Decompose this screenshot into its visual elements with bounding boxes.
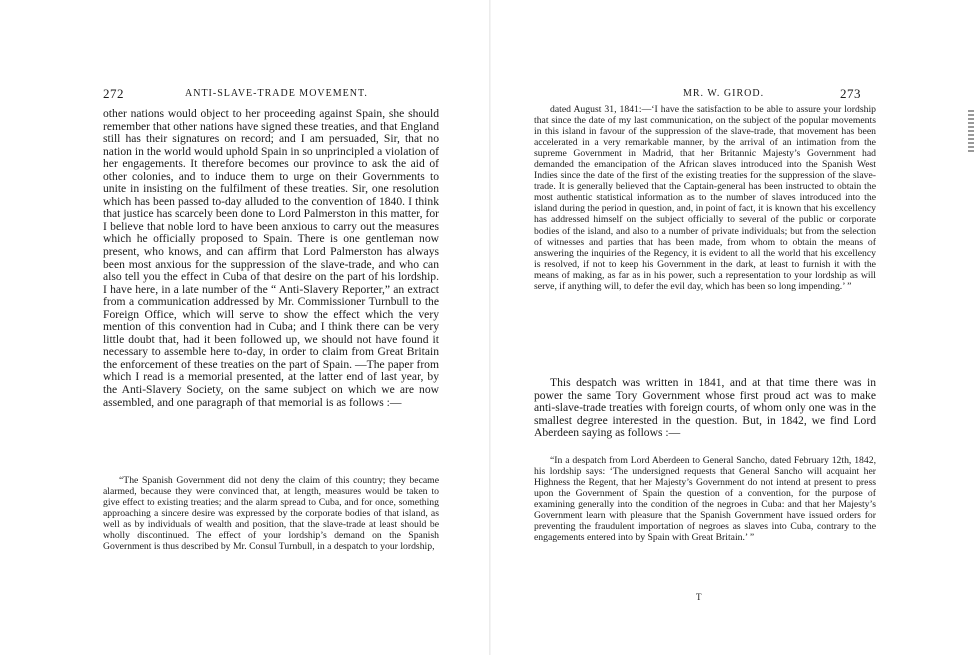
left-body-text: other nations would object to her proceeding against Spain, she should remember that other nations have signed these treaties, and that England still has their signatures on record; and I am persuaded, Sir, that no nation in the world would uphold Spain in so unprincipled a violation of her engagements. It therefore becomes our province to ask the aid of other colonies, and to induce them to urge on their Governments to unite in insisting on the fulfilment of these treaties. Sir, one resolution which has been passed to-day alluded to the convention of 1840. I think that justice has scarcely been done to Lord Palmerston in this matter, for I believe that noble lord to have been anxious to carry out the measures which he officially proposed to Spain. There is one gentleman now present, who knows, and can affirm that Lord Palmerston has always been most anxious for the suppression of the slave-trade, and who can also tell you the effect in Cuba of that desire on the part of his lordship. I have here, in a late number of the “ Anti-Slavery Reporter,” an extract from a communication addressed by Mr. Commissioner Turnbull to the Foreign Office, which will serve to show the effect which the very mention of this convention had in Cuba; and I think there can be very little doubt that, had it been followed up, we should not have found it necessary to assemble here to-day, in order to claim from Great Britain the enforcement of these treaties on the part of Spain. —The paper from which I read is a memorial presented, at the latter end of last year, by the Anti-Slavery Society, on the same subject on which we are now assembled, and one paragraph of that memorial is as follows :— <box>103 107 439 409</box>
right-body-text: This despatch was written in 1841, and at that time there was in power the same Tory Government whose first proud act was to make anti-slave-trade treaties with foreign courts, of whom only one was in the smallest degree interested in the question. But, in 1842, we find Lord Aberdeen saying as follows :— <box>534 376 876 440</box>
right-quote-text: “In a despatch from Lord Aberdeen to General Sancho, dated February 12th, 1842, his lordship says: ‘The undersigned requests that General Sancho will acquaint her Highness the Regent, that her Majesty’s Government do not intend at present to press upon the Government of Spain the question of a convention, for the purpose of examining generally into the condition of the negroes in Cuba: and that her Majesty’s Government learn with pleasure that the Spanish Government have issued orders for preventing the fraudulent importation of negroes as slaves into Cuba, contrary to the engagements entered into by Spain with Great Britain.’ ” <box>534 455 876 544</box>
right-page-number: 273 <box>840 86 861 101</box>
right-running-head: MR. W. GIROD. <box>683 88 765 99</box>
left-quote-block <box>103 475 439 552</box>
right-body-paragraph <box>534 377 876 440</box>
left-running-head: ANTI-SLAVE-TRADE MOVEMENT. <box>185 88 368 99</box>
page-edge-mark <box>968 110 974 152</box>
left-body-paragraph <box>103 108 439 409</box>
left-quote-text: “The Spanish Government did not deny the claim of this country; they became alarmed, because they were convinced that, at length, measures would be taken to give effect to existing treaties; and the alarm spread to Cuba, and for once, something approaching a sincere desire was expressed by the corporate bodies of that island, as well as by individuals of wealth and position, that the slave-trade at least should be wholly discontinued. The effect of your lordship’s demand on the Spanish Government is thus described by Mr. Consul Turnbull, in a despatch to your lordship, <box>103 475 439 553</box>
signature-mark: T <box>696 592 703 602</box>
right-quote-continued-block <box>534 104 876 292</box>
left-page-number: 272 <box>103 86 124 101</box>
right-quote-continued-text: dated August 31, 1841:—‘I have the satisfaction to be able to assure your lordship that since the date of my last communication, on the subject of the popular movements in this island in favour of the suppression of the slave-trade, that movement has been accelerated in a very remarkable manner, by the arrival of an intimation from the supreme Government in Madrid, that her Britannic Majesty’s Government had demanded the emancipation of the African slaves introduced into the Spanish West Indies since the date of the first of the existing treaties for the suppression of the slave-trade. It is generally believed that the Captain-general has been instructed to obtain the most authentic statistical information as to the number of slaves introduced into the island during the period in question, and, in point of fact, it is known that his excellency has addressed himself on the subject officially to several of the public or corporate bodies of the island, and also to a number of private individuals; but from the selection of witnesses and parties that has been made, from whom to obtain the means of answering the inquiries of the Regency, it is evident to all the world that his excellency is resolved, if not to keep his Government in the dark, at least to furnish it with the means of making, as far as in his power, such a representation to your lordship as will serve, if anything will, to defer the evil day, which has been so long impending.’ ” <box>534 104 876 292</box>
right-quote-block <box>534 455 876 543</box>
right-page <box>490 0 980 655</box>
